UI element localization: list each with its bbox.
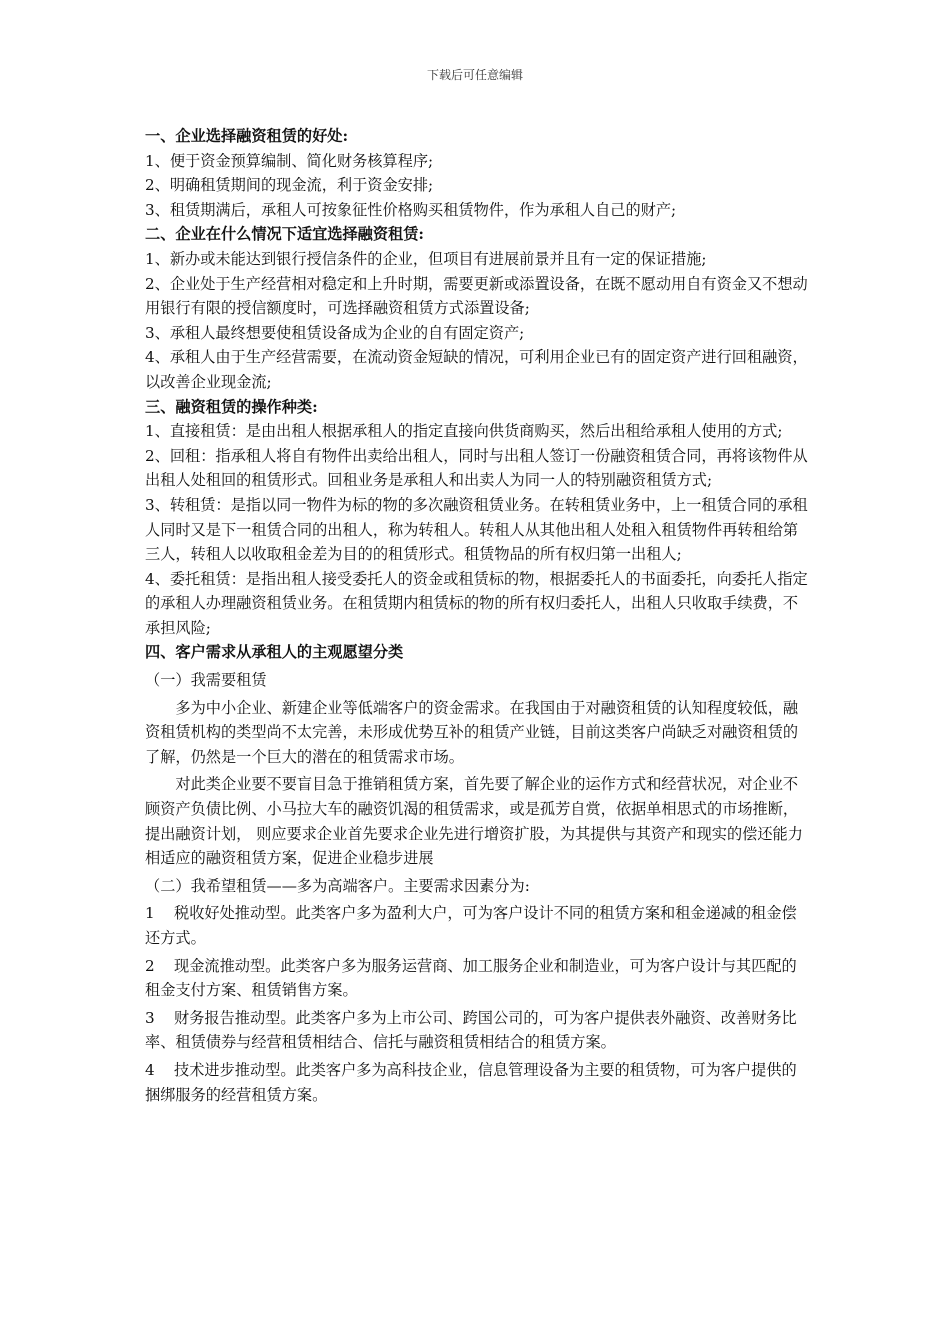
list-item: 1、新办或未能达到银行授信条件的企业，但项目有进展前景并且有一定的保证措施; (145, 249, 707, 268)
list-item: 1、便于资金预算编制、简化财务核算程序; (145, 151, 434, 170)
section-heading-4: 四、客户需求从承租人的主观愿望分类 (145, 643, 404, 662)
list-item: 4、委托租赁：是指出租人接受委托人的资金或租赁标的物，根据委托人的书面委托，向委托人指定的承租人办理融资租赁业务。在租赁期内租赁标的物的所有权归委托人，出租人只收取手续费，不承担风险; (145, 569, 808, 637)
item-number: 2 (145, 956, 155, 975)
subsection-title-2: （二）我希望租赁——多为高端客户。主要需求因素分为: (145, 876, 530, 895)
list-item: 2、企业处于生产经营相对稳定和上升时期，需要更新或添置设备，在既不愿动用自有资金又不想动用银行有限的授信额度时，可选择融资租赁方式添置设备; (145, 274, 808, 318)
item-number: 1 (145, 904, 155, 923)
list-item (145, 901, 809, 950)
list-item: 4、承租人由于生产经营需要，在流动资金短缺的情况，可利用企业已有的固定资产进行回租融资，以改善企业现金流; (145, 348, 808, 391)
document-body (145, 124, 809, 1107)
list-item: 3、租赁期满后，承租人可按象征性价格购买租赁物件，作为承租人自己的财产; (145, 200, 677, 219)
list-item (145, 1058, 809, 1107)
item-text: 税收好处推动型。此类客户多为盈利大户，可为客户设计不同的租赁方案和租金递减的租金偿还方式。 (145, 904, 797, 947)
item-text: 财务报告推动型。此类客户多为上市公司、跨国公司的，可为客户提供表外融资、改善财务比率、租赁债券与经营租赁相结合、信托与融资租赁相结合的租赁方案。 (145, 1008, 797, 1052)
item-text: 技术进步推动型。此类客户多为高科技企业，信息管理设备为主要的租赁物，可为客户提供的捆绑服务的经营租赁方案。 (145, 1060, 797, 1104)
list-item: 2、明确租赁期间的现金流，利于资金安排; (145, 176, 434, 195)
list-item: 2、回租：指承租人将自有物件出卖给出租人，同时与出租人签订一份融资租赁合同，再将该物件从出租人处租回的租赁形式。回租业务是承租人和出卖人为同一人的特别融资租赁方式; (145, 446, 808, 490)
item-number: 3 (145, 1008, 155, 1027)
list-item: 3、转租赁：是指以同一物件为标的物的多次融资租赁业务。在转租赁业务中，上一租赁合同的承租人同时又是下一租赁合同的出租人，称为转租人。转租人从其他出租人处租入租赁物件再转租给第三人，转租人以收取租金差为目的的租赁形式。租赁物品的所有权归第一出租人; (145, 495, 808, 564)
page-header-note: 下载后可任意编辑 (426, 68, 523, 82)
section-heading-3: 三、融资租赁的操作种类: (145, 397, 318, 416)
paragraph: 对此类企业要不要盲目急于推销租赁方案，首先要了解企业的运作方式和经营状况，对企业不顾资产负债比例、小马拉大车的融资饥渴的租赁需求，或是孤芳自赏，依据单相思式的市场推断，提出融资计划， 则应要求企业首先要求企业先进行增资扩股，为其提供与其资产和现实的偿还能力相适应的融资租赁方案，促进企业稳步进展 (145, 775, 803, 868)
subsection-title-1: （一）我需要租赁 (145, 671, 267, 690)
item-number: 4 (145, 1060, 155, 1079)
list-item: 3、承租人最终想要使租赁设备成为企业的自有固定资产; (145, 323, 525, 342)
paragraph: 多为中小企业、新建企业等低端客户的资金需求。在我国由于对融资租赁的认知程度较低，融资租赁机构的类型尚不太完善，未形成优势互补的租赁产业链，目前这类客户尚缺乏对融资租赁的了解，仍然是一个巨大的潜在的租赁需求市场。 (145, 698, 799, 766)
list-item (145, 1006, 809, 1055)
list-item: 1、直接租赁：是由出租人根据承租人的指定直接向供货商购买，然后出租给承租人使用的方式; (145, 422, 783, 441)
item-text: 现金流推动型。此类客户多为服务运营商、加工服务企业和制造业，可为客户设计与其匹配的租金支付方案、租赁销售方案。 (145, 956, 797, 1000)
list-item (145, 954, 809, 1003)
section-heading-2: 二、企业在什么情况下适宜选择融资租赁: (145, 225, 424, 244)
section-heading-1: 一、企业选择融资租赁的好处: (145, 127, 349, 145)
